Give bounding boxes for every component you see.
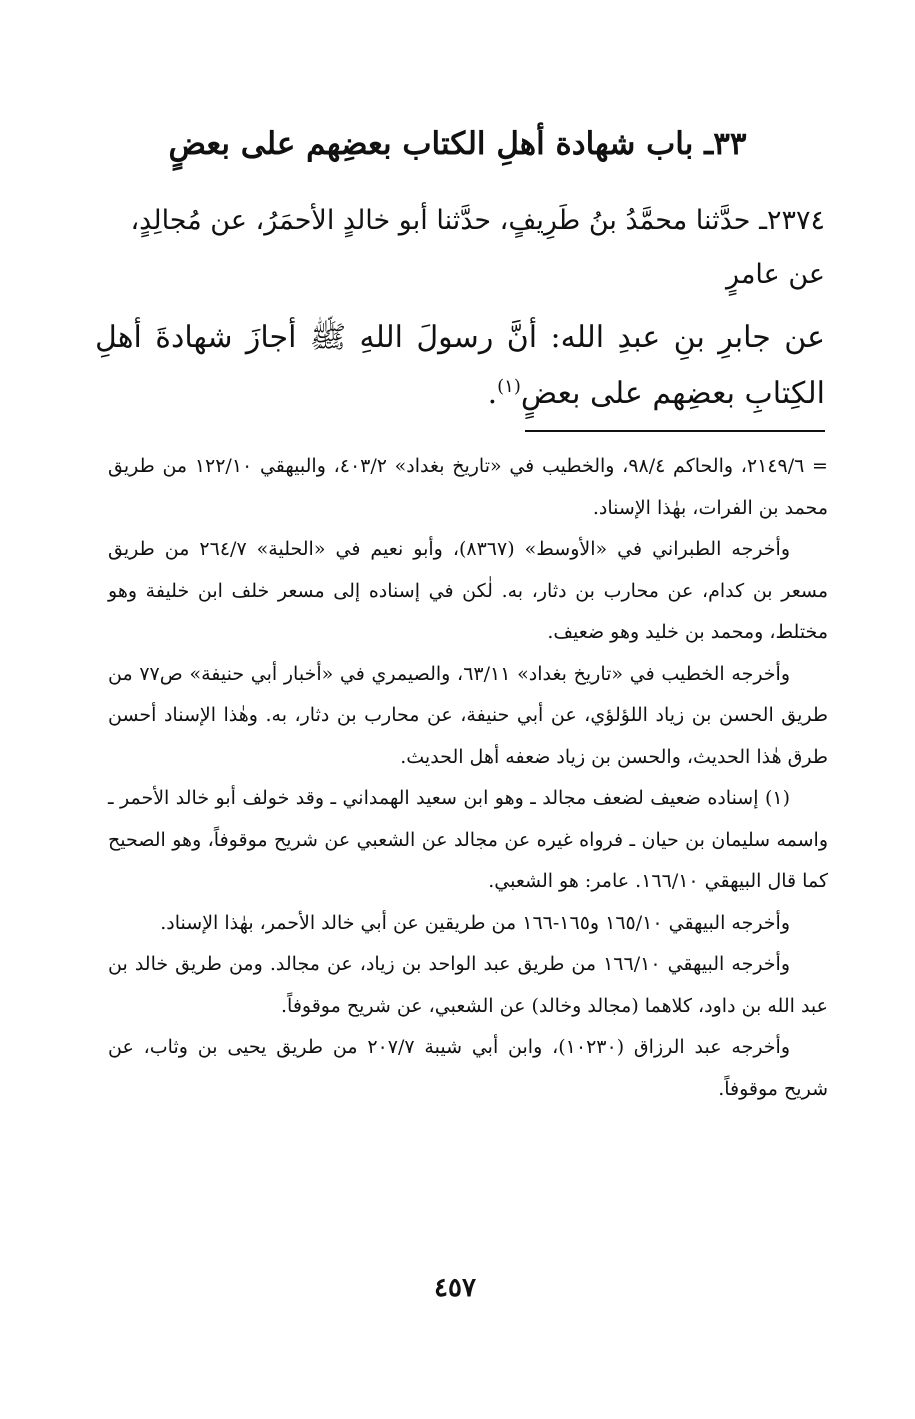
chapter-title: ٣٣ـ باب شهادة أهلِ الكتاب بعضِهم على بعضٍ [168,126,747,162]
footnote-paragraph: وأخرجه عبد الرزاق (١٠٢٣٠)، وابن أبي شيبة ٢٠٧/٧ من طريق يحيى بن وثاب، عن شريح موقوفاً. [108,1036,828,1100]
footnote-paragraph: وأخرجه البيهقي ١٦٥/١٠ و١٦٥-١٦٦ من طريقين عن أبي خالد الأحمر، بهٰذا الإسناد. [160,911,790,934]
hadith-end-mark: . [487,376,498,411]
footnote-separator [525,430,825,432]
footnote-one: (١) إسناده ضعيف لضعف مجالد ـ وهو ابن سعيد الهمداني ـ وقد خولف أبو خالد الأحمر ـ واسمه سليمان بن حيان ـ فرواه غيره عن مجالد عن الشعبي عن شريح موقوفاً، وهو الصحيح كما قال البيهقي ١٦٦/١٠. عامر: هو الشعبي. [108,787,828,892]
footnote-paragraph: وأخرجه البيهقي ١٦٦/١٠ من طريق عبد الواحد بن زياد، عن مجالد. ومن طريق خالد بن عبد الله بن داود، كلاهما (مجالد وخالد) عن الشعبي، عن شريح موقوفاً. [108,953,828,1017]
hadith-chain: ٢٣٧٤ـ حدَّثنا محمَّدُ بنُ طَرِيفٍ، حدَّثنا أبو خالدٍ الأحمَرُ، عن مُجالِدٍ، عن عامرٍ [130,205,825,290]
hadith-text: عن جابرِ بنِ عبدِ الله: أنَّ رسولَ اللهِ ﷺ أجازَ شهادةَ أهلِ الكِتابِ بعضِهم على بعضٍ [95,320,825,411]
footnote-continuation: = ٢١٤٩/٦، والحاكم ٩٨/٤، والخطيب في «تاريخ بغداد» ٤٠٣/٢، والبيهقي ١٢٢/١٠ من طريق محمد بن الفرات، بهٰذا الإسناد. [108,455,828,519]
footnote-paragraph: وأخرجه الخطيب في «تاريخ بغداد» ٦٣/١١، والصيمري في «أخبار أبي حنيفة» ص٧٧ من طريق الحسن بن زياد اللؤلؤي، عن أبي حنيفة، عن محارب بن دثار، به. وهٰذا الإسناد أحسن طرق هٰذا الحديث، والحسن بن زياد ضعفه أهل الحديث. [108,662,828,768]
page-number: ٤٥٧ [434,1273,476,1303]
hadith-body [95,310,825,422]
footnote-paragraph: وأخرجه الطبراني في «الأوسط» (٨٣٦٧)، وأبو نعيم في «الحلية» ٢٦٤/٧ من طريق مسعر بن كدام، عن محارب بن دثار، به. لٰكن في إسناده إلى مسعر خلف ابن خليفة وهو مختلط، ومحمد بن خليد وهو ضعيف. [108,538,828,643]
footnotes-section [108,446,828,1110]
footnote-marker: (١) [497,376,521,397]
